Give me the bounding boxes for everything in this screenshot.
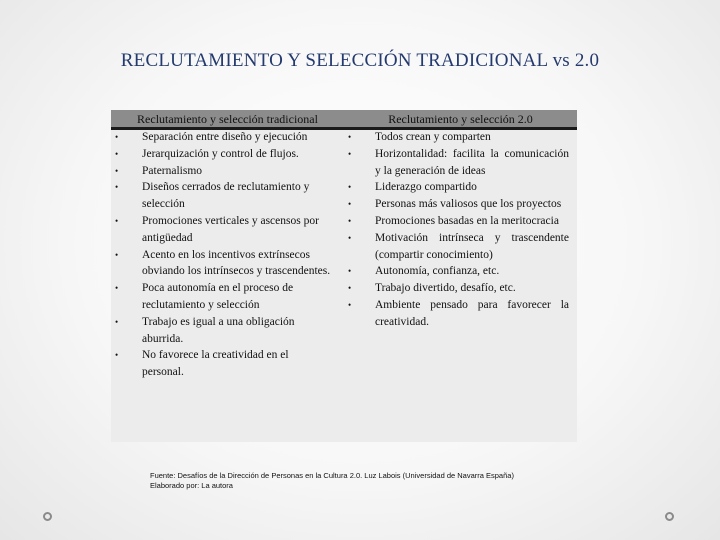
bullet-icon: • (348, 299, 352, 310)
list-item: • Poca autonomía en el proceso de reclutamiento y selección (115, 282, 294, 311)
list-item: • Liderazgo compartido (344, 179, 569, 196)
right-ring-icon (665, 512, 674, 521)
bullet-icon: • (115, 132, 119, 142)
list-item: • Autonomía, confianza, etc. (344, 263, 569, 280)
list-item: • Diseños cerrados de reclutamiento y selección (115, 181, 310, 211)
bullet-icon: • (115, 316, 119, 327)
list-item: • Promociones basadas en la meritocracia (344, 213, 569, 230)
bullet-icon: • (348, 232, 352, 243)
left-ring-icon (43, 512, 52, 521)
list-item: • Motivación intrínseca y trascendente (compartir conocimiento) (348, 231, 569, 261)
traditional-list (111, 129, 333, 381)
list-item: • Trabajo es igual a una obligación aburrida. (115, 315, 295, 345)
list-item: • Personas más valiosos que los proyectos (344, 196, 569, 213)
bullet-icon: • (348, 283, 352, 294)
bullet-icon: • (348, 215, 352, 226)
slide-title: RECLUTAMIENTO Y SELECCIÓN TRADICIONAL vs 2.0 (120, 50, 600, 71)
bullet-icon: • (348, 266, 352, 277)
left-column-header: Reclutamiento y selección tradicional (137, 112, 318, 126)
bullet-icon: • (115, 249, 119, 260)
bullet-icon: • (115, 165, 119, 176)
list-item: • Todos crean y comparten (344, 129, 569, 146)
bullet-icon: • (348, 148, 352, 159)
list-item: • No favorece la creatividad en el personal. (115, 349, 289, 379)
bullet-icon: • (115, 148, 119, 159)
bullet-icon: • (348, 132, 352, 142)
version-2-list (344, 129, 569, 331)
bullet-icon: • (115, 283, 119, 294)
list-item: • Promociones verticales y ascensos por antigüedad (115, 214, 319, 244)
source-author: Elaborado por: La autora (150, 481, 233, 490)
comparison-table (111, 110, 577, 442)
bullet-icon: • (348, 182, 352, 193)
bullet-icon: • (115, 215, 119, 226)
source-note (150, 471, 570, 491)
list-item: • Trabajo divertido, desafío, etc. (344, 280, 569, 297)
bullet-icon: • (115, 182, 119, 193)
bullet-icon: • (348, 199, 352, 210)
bullet-icon: • (115, 350, 119, 361)
list-item: • Acento en los incentivos extrínsecos obviando los intrínsecos y trascendentes. (115, 248, 331, 278)
list-item: • Paternalismo (111, 163, 333, 180)
list-item: • Separación entre diseño y ejecución (111, 129, 333, 146)
list-item: • Ambiente pensado para favorecer la creatividad. (348, 298, 569, 328)
list-item: • Horizontalidad: facilita la comunicación y la generación de ideas (348, 147, 569, 177)
right-column-header: Reclutamiento y selección 2.0 (388, 112, 533, 126)
list-item: • Jerarquización y control de flujos. (111, 146, 333, 163)
source-citation: Fuente: Desafíos de la Dirección de Personas en la Cultura 2.0. Luz Labois (Universidad de Navarra España) (150, 471, 514, 480)
